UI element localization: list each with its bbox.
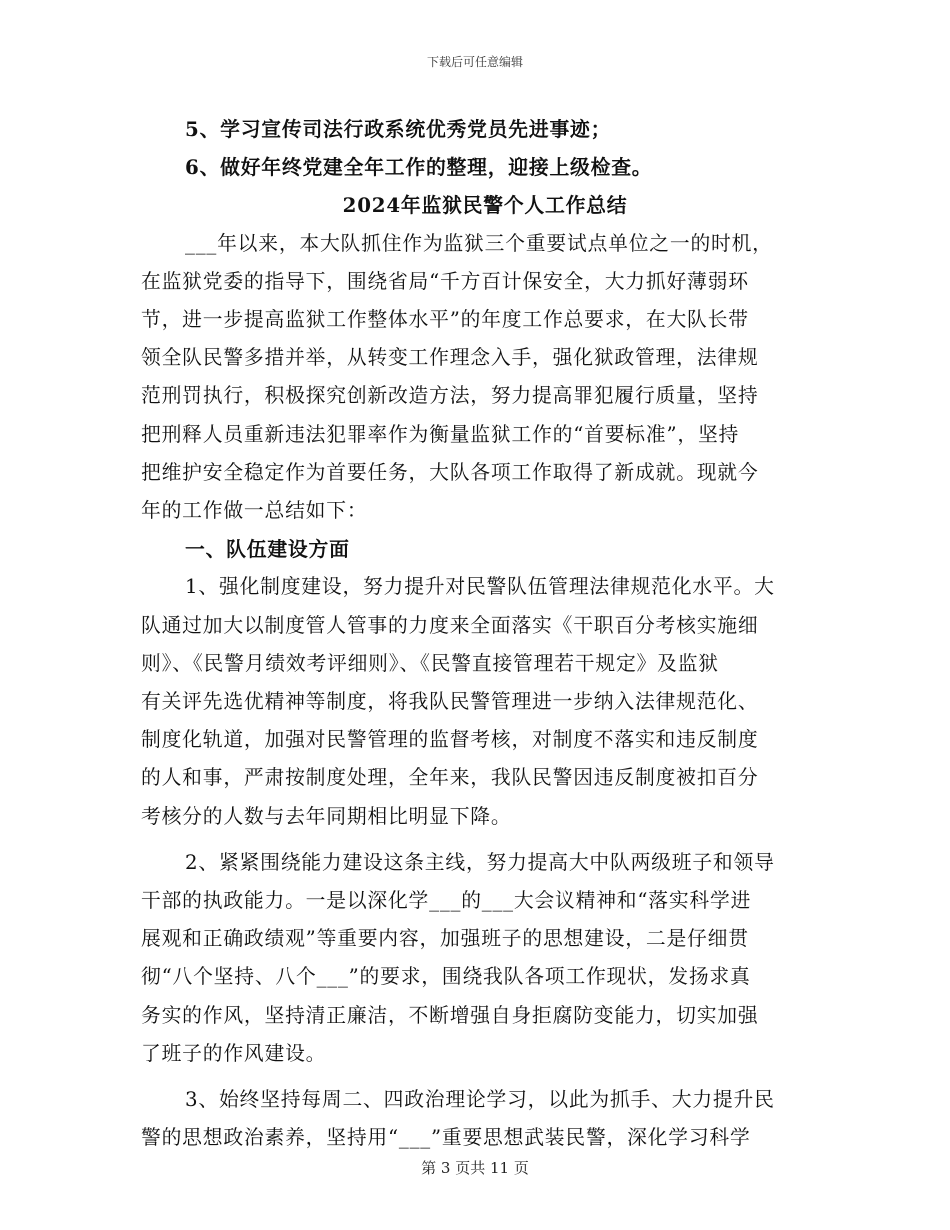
paragraph-line: 队通过加大以制度管人管事的力度来全面落实《干职百分考核实施细 [141,613,759,637]
document-body [141,110,809,1157]
section-heading: 一、队伍建设方面 [185,537,350,562]
list-item-5: 5、学习宣传司法行政系统优秀党员先进事迹； [185,117,612,141]
paragraph-line: 2、紧紧围绕能力建设这条主线，努力提高大中队两级班子和领导 [185,850,775,874]
paragraph-line: 了班子的作风建设。 [141,1041,327,1065]
paragraph-line: 警的思想政治素养，坚持用“___”重要思想武装民警，深化学习科学 [141,1126,751,1150]
list-item-6: 6、做好年终党建全年工作的整理，迎接上级检查。 [185,155,653,180]
paragraph-line: 范刑罚执行，积极探究创新改造方法，努力提高罪犯履行质量，坚持 [141,384,759,408]
paragraph-line: 把刑释人员重新违法犯罪率作为衡量监狱工作的“首要标准”，坚持 [141,422,740,446]
paragraph-line: 务实的作风，坚持清正廉洁，不断增强自身拒腐防变能力，切实加强 [141,1003,759,1027]
paragraph-line: 的人和事，严肃按制度处理，全年来，我队民警因违反制度被扣百分 [141,766,759,790]
paragraph-line: ___年以来，本大队抓住作为监狱三个重要试点单位之一的时机， [185,231,773,255]
paragraph-line: 在监狱党委的指导下，围绕省局“千方百计保安全，大力抓好薄弱环 [141,269,749,293]
paragraph-line: 节，进一步提高监狱工作整体水平”的年度工作总要求，在大队长带 [141,308,749,332]
paragraph-line: 领全队民警多措并举，从转变工作理念入手，强化狱政管理，法律规 [141,346,759,370]
paragraph-line: 有关评先选优精神等制度，将我队民警管理进一步纳入法律规范化、 [141,690,759,714]
document-title: 2024年监狱民警个人工作总结 [342,193,628,218]
paragraph-line: 把维护安全稳定作为首要任务，大队各项工作取得了新成就。现就今 [141,460,759,484]
paragraph-line: 干部的执政能力。一是以深化学___的___大会议精神和“落实科学进 [141,889,752,913]
paragraph-line: 考核分的人数与去年同期相比明显下降。 [141,804,512,828]
page-header-note: 下载后可任意编辑 [426,55,523,69]
paragraph-line: 则》、《民警月绩效考评细则》、《民警直接管理若干规定》及监狱 [141,651,719,675]
paragraph-line: 年的工作做一总结如下： [141,499,368,523]
paragraph-line: 1、强化制度建设，努力提升对民警队伍管理法律规范化水平。大 [185,575,775,599]
paragraph-line: 制度化轨道，加强对民警管理的监督考核，对制度不落实和违反制度 [141,728,759,752]
paragraph-line: 彻“八个坚持、八个___”的要求，围绕我队各项工作现状，发扬求真 [141,965,751,989]
page-number: 第 3 页共 11 页 [421,1159,529,1177]
paragraph-line: 3、始终坚持每周二、四政治理论学习，以此为抓手、大力提升民 [185,1088,775,1112]
paragraph-line: 展观和正确政绩观”等重要内容，加强班子的思想建设，二是仔细贯 [141,927,749,951]
